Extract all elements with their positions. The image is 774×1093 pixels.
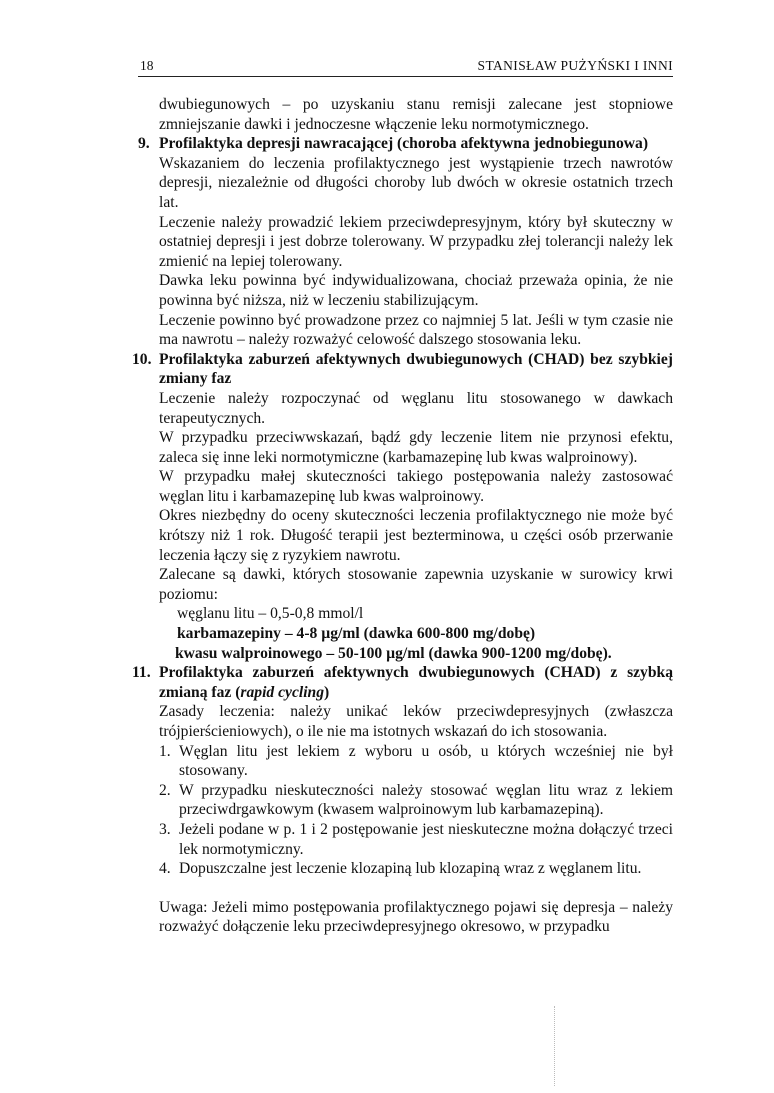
section-number: 9.	[138, 135, 150, 153]
paragraph: Zalecane są dawki, których stosowanie zapewnia uzyskanie w surowicy krwi poziomu:	[159, 566, 673, 603]
scan-mark	[554, 1006, 556, 1086]
paragraph: Leczenie należy rozpoczynać od węglanu litu stosowanego w dawkach terapeutycznych.	[159, 389, 673, 427]
paragraph: Okres niezbędny do oceny skuteczności leczenia profilaktycznego nie może być krótszy niż 1 rok. Długość terapii jest bezterminowa, u części osób przerwanie leczenia łączy się z ryzykiem nawrotu.	[159, 507, 673, 564]
list-text: Węglan litu jest lekiem z wyboru u osób, u których wcześniej nie był stosowany.	[179, 742, 673, 780]
page-number: 18	[140, 58, 154, 73]
intro-paragraph	[138, 95, 673, 134]
section-10	[132, 350, 673, 664]
list-text: Dopuszczalne jest leczenie klozapiną lub klozapiną wraz z węglanem litu.	[179, 860, 642, 878]
list-text: W przypadku nieskuteczności należy stosować węglan litu wraz z lekiem przeciwdrgawkowym (kwasem walproinowym lub karbamazepiną).	[179, 781, 673, 819]
paragraph: Zasady leczenia: należy unikać leków przeciwdepresyjnych (zwłaszcza trójpierścieniowych), o ile nie ma istotnych wskazań do ich stosowania.	[159, 703, 673, 740]
paragraph: Dawka leku powinna być indywidualizowana, chociaż przeważa opinia, że nie powinna być niższa, niż w leczeniu stabilizującym.	[159, 272, 673, 309]
list-number: 4.	[159, 860, 171, 878]
intro-text: dwubiegunowych – po uzyskaniu stanu remisji zalecane jest stopniowe zmniejszanie dawki i jednoczesne włączenie leku normotymicznego.	[159, 96, 673, 133]
note-text: Uwaga: Jeżeli mimo postępowania profilaktycznego pojawi się depresja – należy rozważyć dołączenie leku przeciwdepresyjnego okresowo, w przypadku	[159, 898, 673, 936]
running-head: STANISŁAW PUŻYŃSKI I INNI	[477, 58, 673, 73]
list-item	[159, 820, 673, 859]
section-heading	[159, 663, 673, 702]
heading-part: )	[324, 683, 330, 701]
list-number: 3.	[159, 820, 171, 838]
section-heading: Profilaktyka depresji nawracającej (choroba afektywna jednobiegunowa)	[159, 135, 649, 153]
list-item	[159, 859, 673, 879]
dose-line: kwasu walproinowego – 50-100 µg/ml (dawka 900-1200 mg/dobę).	[175, 644, 612, 662]
page-body	[132, 95, 673, 937]
section-number: 11.	[132, 664, 151, 682]
list-number: 1.	[159, 742, 171, 760]
section-9	[138, 134, 673, 350]
paragraph: Wskazaniem do leczenia profilaktycznego jest wystąpienie trzech nawrotów depresji, niezależnie od długości choroby lub dwóch w okresie ostatnich trzech lat.	[159, 154, 673, 211]
dose-line: węglanu litu – 0,5-0,8 mmol/l	[177, 605, 364, 623]
paragraph: Leczenie powinno być prowadzone przez co najmniej 5 lat. Jeśli w tym czasie nie ma nawrotu – należy rozważyć celowość dalszego stosowania leku.	[159, 311, 673, 349]
section-11	[132, 663, 673, 879]
heading-italic: rapid cycling	[240, 683, 325, 701]
paragraph: W przypadku małej skuteczności takiego postępowania należy zastosować węglan litu i karbamazepinę lub kwas walproinowy.	[159, 468, 673, 505]
dose-line: karbamazepiny – 4-8 µg/ml (dawka 600-800 mg/dobę)	[177, 625, 536, 643]
heading-part: Profilaktyka zaburzeń afektywnych dwubiegunowych (CHAD) z szybką zmianą faz (	[159, 664, 673, 701]
section-number: 10.	[132, 350, 152, 368]
list-text: Jeżeli podane w p. 1 i 2 postępowanie jest nieskuteczne można dołączyć trzeci lek normotymiczny.	[179, 820, 673, 858]
list-number: 2.	[159, 781, 171, 799]
paragraph: W przypadku przeciwwskazań, bądź gdy leczenie litem nie przynosi efektu, zaleca się inne leki normotymiczne (karbamazepinę lub kwas walproinowy).	[159, 429, 673, 466]
list-item	[159, 742, 673, 781]
section-heading: Profilaktyka zaburzeń afektywnych dwubiegunowych (CHAD) bez szybkiej zmiany faz	[159, 350, 673, 388]
note-paragraph	[138, 898, 673, 937]
page-header	[138, 58, 673, 77]
paragraph: Leczenie należy prowadzić lekiem przeciwdepresyjnym, który był skuteczny w ostatniej depresji i jest dobrze tolerowany. W przypadku złej tolerancji należy lek zmienić na lepiej tolerowany.	[159, 213, 673, 270]
list-item	[159, 781, 673, 820]
